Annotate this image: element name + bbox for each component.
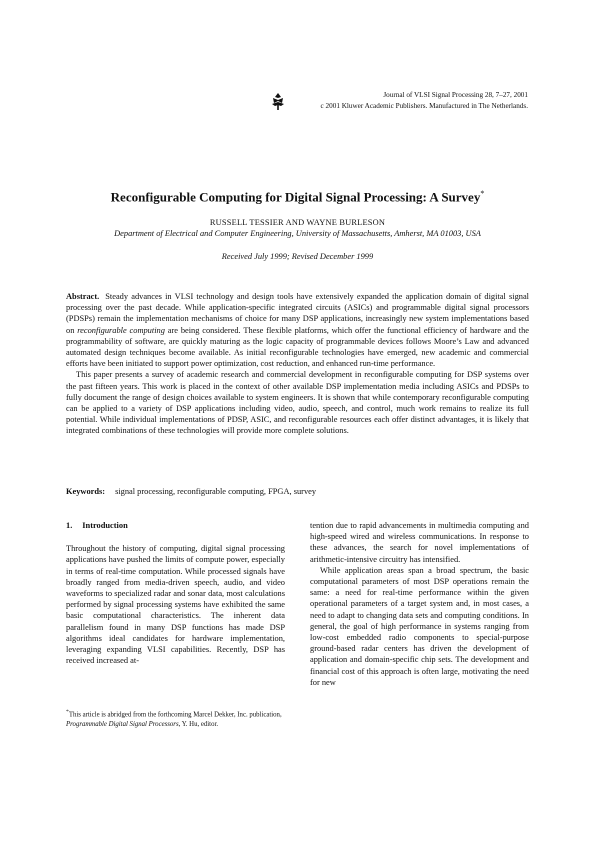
journal-citation: Journal of VLSI Signal Processing 28, 7–27, 2001 [383,91,528,99]
keywords [66,486,529,497]
abstract-label: Abstract. [66,292,100,301]
title-footnote-mark: * [480,189,485,198]
abstract-text-1a: Steady advances in VLSI technology and design tools have extensively expanded the application domain of digital signal processing over the past decade. While application-specific integrated circuits (ASICs) and programmable digital signal processors (PDSPs) remain the implementation mechanisms of choice for many DSP applications, increasingly new system implementations based on [66,292,529,335]
keywords-label: Keywords: [66,487,106,496]
intro-paragraph-2: While application areas span a broad spectrum, the basic computational parameters of most DSP operations remain the same: a need for real-time performance within the given operational parameters of a target system and, in most cases, a need to adapt to changing data sets and computing conditions. In general, the goal of high performance in systems ranging from low-cost embedded radio components to special-purpose ground-based radar centers has driven the development of application and domain-specific chip sets. The development and financial cost of this approach is often large, motivating the need for new [310,565,529,687]
abstract-paragraph-1 [66,291,529,369]
intro-paragraph-1-continued: tention due to rapid advancements in multimedia computing and high-speed wired and wireless communications. In response to these advances, the search for novel implementations of arithmetic-intensive circuitry has intensified. [310,521,529,564]
footnote-text-b: , Y. Hu, editor. [178,721,219,729]
right-column [310,520,529,688]
copyright-line: c 2001 Kluwer Academic Publishers. Manufactured in The Netherlands. [320,101,528,110]
abstract-emphasis: reconfigurable computing [77,325,165,335]
section-title: Introduction [82,521,128,530]
paper-title [66,186,529,205]
abstract-paragraph-2: This paper presents a survey of academic research and commercial development in reconfigurable computing for DSP systems over the past fifteen years. This work is placed in the context of other available DSP implementation media including ASICs and PDSPs to fully document the range of design choices available to system engineers. It is shown that while contemporary reconfigurable computing can be applied to a variety of DSP applications including video, audio, speech, and control, much work remains to realize its full potential. While individual implementations of PDSP, ASIC, and reconfigurable resources each offer distinct advantages, it is likely that integrated combinations of these technologies will provide more complete solutions. [66,370,529,436]
section-number: 1. [66,521,73,530]
received-dates: Received July 1999; Revised December 1999 [221,252,374,262]
footnote-mark: * [66,709,69,715]
affiliation: Department of Electrical and Computer Engineering, University of Massachusetts, Amherst, MA 01003, USA [114,229,481,239]
abstract [66,291,529,437]
intro-paragraph-1: Throughout the history of computing, digital signal processing applications have pushed the limits of compute power, especially in terms of real-time computation. While processed signals have broadly ranged from media-driven speech, audio, and video waveforms to specialized radar and sonar data, most calculations performed by signal processing systems have exhibited the same basic computational characteristics. The inherent data parallelism found in many DSP functions has made DSP algorithms ideal candidates for hardware implementation, leveraging expanding VLSI capabilities. Recently, DSP has received increased at- [66,544,285,666]
authors: RUSSELL TESSIER AND WAYNE BURLESON [209,218,386,228]
journal-header [268,90,528,111]
footnote-text-a: This article is abridged from the forthcoming Marcel Dekker, Inc. publication, [68,711,282,719]
section-heading [66,520,285,531]
keywords-text: signal processing, reconfigurable computing, FPGA, survey [115,487,317,496]
footnote-book-title: Programmable Digital Signal Processors [66,721,179,729]
abstract-text-1b: are being considered. These flexible platforms, which offer the functional efficiency of hardware and the programmability of software, are quickly maturing as the logic capacity of programmable devices follows Moore’s Law and advanced automated design techniques become available. As initial reconfigurable technologies have emerged, new academic and commercial efforts have been initiated to support power optimization, cost reduction, and enhanced run-time performance. [66,325,529,369]
footnote [66,707,285,730]
paper-title-text: Reconfigurable Computing for Digital Signal Processing: A Survey [110,189,481,205]
left-column [66,520,285,666]
title-block [66,186,529,262]
